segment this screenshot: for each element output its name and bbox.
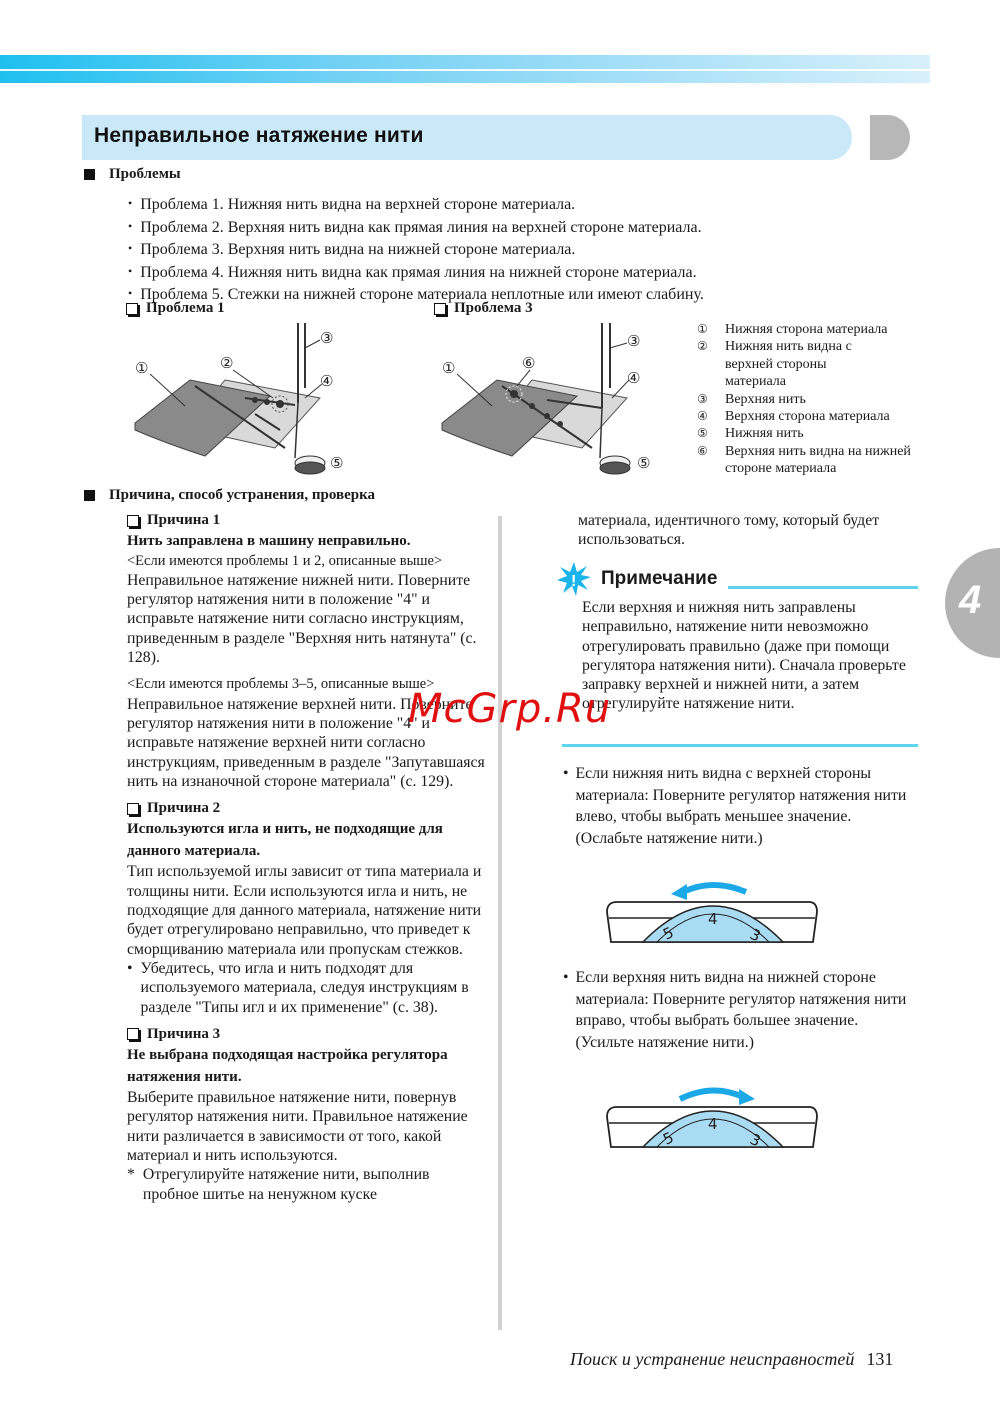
svg-text:!: ! [571, 573, 577, 590]
page-title: Неправильное натяжение нити [94, 124, 424, 147]
star-note-continued: материала, идентичного тому, который будет использоваться. [578, 512, 880, 549]
note-bottom-line [562, 744, 918, 747]
dial-label-3: 3 [747, 925, 764, 946]
checkbox-bullet-icon [127, 515, 139, 527]
cause3-text: Выберите правильное натяжение нити, повернув регулятор натяжения нити. Правильное натяжение нити различается в зависимости от того, какой материал и нить используются. [127, 1089, 468, 1165]
problems-heading: Проблемы [84, 166, 181, 183]
note-header: ! Примечание [557, 562, 717, 596]
title-bar [82, 115, 852, 160]
cause3-star-note: * Отрегулируйте натяжение нити, выполнив пробное шитье на ненужном куске [127, 1166, 430, 1203]
cause1-condition-1: <Если имеются проблемы 1 и 2, описанные выше> [127, 552, 443, 569]
title-cap-decoration [870, 115, 910, 160]
callout-1: ① [135, 359, 149, 377]
legend-item: ⑥ Верхняя нить видна на нижней стороне материала [697, 443, 911, 477]
note-text: Если верхняя и нижняя нить заправлены неправильно, натяжение нити невозможно отрегулировать правильно (даже при помощи регулятора натяжения нити). Сначала проверьте заправку верхней и нижней нити, а затем отрегулируйте натяжение нити. [582, 599, 906, 713]
dial-turn-left-figure [603, 880, 823, 950]
page-number: 131 [866, 1349, 894, 1369]
problems-list [128, 193, 704, 306]
footer-section: Поиск и устранение неисправностей [570, 1349, 855, 1369]
callout-4: ④ [627, 369, 641, 387]
legend-item: ⑤ Нижняя нить [697, 426, 804, 442]
callout-2: ② [220, 354, 234, 372]
cause2-title: Используются игла и нить, не подходящие для данного материала. [127, 821, 443, 860]
legend-item: ④ Верхняя сторона материала [697, 409, 890, 425]
causes-heading: Причина, способ устранения, проверка [84, 487, 375, 504]
dial-label-4: 4 [708, 1115, 718, 1133]
legend-item: ③ Верхняя нить [697, 391, 806, 407]
loosen-instruction: • Если нижняя нить видна с верхней стороны материала: Поверните регулятор натяжения нити влево, чтобы выбрать меньшее значение. (Ослабьте натяжение нити.) [563, 765, 907, 847]
cause2-text: Тип используемой иглы зависит от типа материала и толщины нити. Если используются игла и нить, не подходящие для данного материала, натяжение нити будет отрегулировано неправильно, что приведет к сморщиванию материала или пропускам стежков. [127, 863, 482, 958]
cause1-text-1: Неправильное натяжение нижней нити. Поверните регулятор натяжения нити в положение "4" и исправьте натяжение нити согласно инструкциям, приведенным в разделе "Верхняя нить натянута" (с. 128). [127, 571, 477, 667]
list-item: • Проблема 2. Верхняя нить видна как прямая линия на верхней стороне материала. [128, 216, 704, 239]
arrow-right-icon [739, 1089, 755, 1105]
note-top-line [728, 586, 918, 589]
dial-turn-right-figure [603, 1085, 823, 1155]
figure1-label: Проблема 1 [126, 300, 225, 317]
list-item: • Проблема 4. Нижняя нить видна как прямая линия на нижней стороне материала. [128, 261, 704, 284]
dial-label-4: 4 [708, 910, 718, 928]
callout-5: ⑤ [330, 454, 344, 472]
figure-legend [697, 321, 920, 478]
square-bullet-icon [84, 490, 95, 501]
checkbox-bullet-icon [127, 803, 139, 815]
header-gradient-bar [0, 55, 930, 83]
chapter-tab[interactable]: 4 [945, 548, 1000, 658]
cause1-title: Нить заправлена в машину неправильно. [127, 533, 411, 550]
figure-problem-3 [422, 318, 667, 478]
callout-3: ③ [320, 329, 334, 347]
dial-label-3: 3 [747, 1130, 764, 1151]
watermark: McGrp.Ru [408, 686, 612, 732]
cause1-text-2: Неправильное натяжение верхней нити. Поверните регулятор натяжения нити в положение "4" и исправьте натяжение верхней нити согласно инструкциям, приведенным в разделе "Запутавшаяся нить на изнаночной стороне материала" (с. 129). [127, 695, 485, 790]
page-footer [570, 1349, 893, 1370]
list-item: • Проблема 1. Нижняя нить видна на верхней стороне материала. [128, 193, 704, 216]
list-item: • Проблема 3. Верхняя нить видна на нижней стороне материала. [128, 238, 704, 261]
left-column: Причина 1 Нить заправлена в машину неправильно. <Если имеются проблемы 1 и 2, описанные выше> Неправильное натяжение нижней нити. Поверните регулятор натяжения нити в положение "4" и исправьте натяжение нити согласно инструкциям, приведенным в разделе "Верхняя нить натянута" (с. 128). <Если имеются проблемы 3–5, описанные выше> Неправильное натяжение верхней нити. Поверните регулятор натяжения нити в положение "4" и исправьте натяжение верхней нити согласно инструкциям, приведенным в разделе "Запутавшаяся нить на изнаночной стороне материала" (с. 129). Причина 2 Используются игла и нить, не подходящие для данного материала. Тип используемой иглы зависит от типа материала и толщины нити. Если используются игла и нить, не подходящие для данного материала, натяжение нити будет отрегулировано неправильно, что приведет к сморщиванию материала или пропускам стежков. • Убедитесь, что игла и нить подходят для используемого материала, следуя инструкциям в разделе "Типы игл и их применение" (с. 38). Причина 3 Не выбрана подходящая настройка регулятора натяжения нити. Выберите правильное натяжение нити, повернув регулятор натяжения нити. Правильное натяжение нити различается в зависимости от того, какой материал и нить используются. * Отрегулируйте натяжение нити, выполнив пробное шитье на ненужном куске [127, 511, 487, 1204]
callout-1: ① [442, 359, 456, 377]
checkbox-bullet-icon [434, 303, 446, 315]
checkbox-bullet-icon [126, 303, 138, 315]
dial-label-5: 5 [660, 923, 677, 944]
column-divider [498, 516, 502, 1330]
cause3-title: Не выбрана подходящая настройка регулятора натяжения нити. [127, 1047, 448, 1086]
legend-item: ① Нижняя сторона материала [697, 322, 888, 337]
callout-4: ④ [320, 372, 334, 390]
list-item: • Проблема 5. Стежки на нижней стороне материала неплотные или имеют слабину. [128, 283, 704, 306]
square-bullet-icon [84, 169, 95, 180]
arrow-left-icon [671, 884, 687, 900]
checkbox-bullet-icon [127, 1028, 139, 1040]
dial-label-5: 5 [660, 1128, 677, 1149]
callout-3: ③ [627, 332, 641, 350]
legend-item: ② Нижняя нить видна с верхней стороны материала [697, 339, 852, 390]
callout-5: ⑤ [637, 454, 651, 472]
note-burst-icon [557, 562, 591, 596]
figure3-label: Проблема 3 [434, 300, 533, 317]
figure-problem-1 [115, 318, 360, 478]
cause1-condition-2: <Если имеются проблемы 3–5, описанные выше> [127, 676, 435, 693]
callout-6: ⑥ [522, 354, 536, 372]
tighten-instruction: • Если верхняя нить видна на нижней стороне материала: Поверните регулятор натяжения нити вправо, чтобы выбрать большее значение. (Усильте натяжение нити.) [563, 969, 907, 1051]
cause2-bullet: • Убедитесь, что игла и нить подходят для используемого материала, следуя инструкциям в разделе "Типы игл и их применение" (с. 38). [127, 959, 469, 1016]
